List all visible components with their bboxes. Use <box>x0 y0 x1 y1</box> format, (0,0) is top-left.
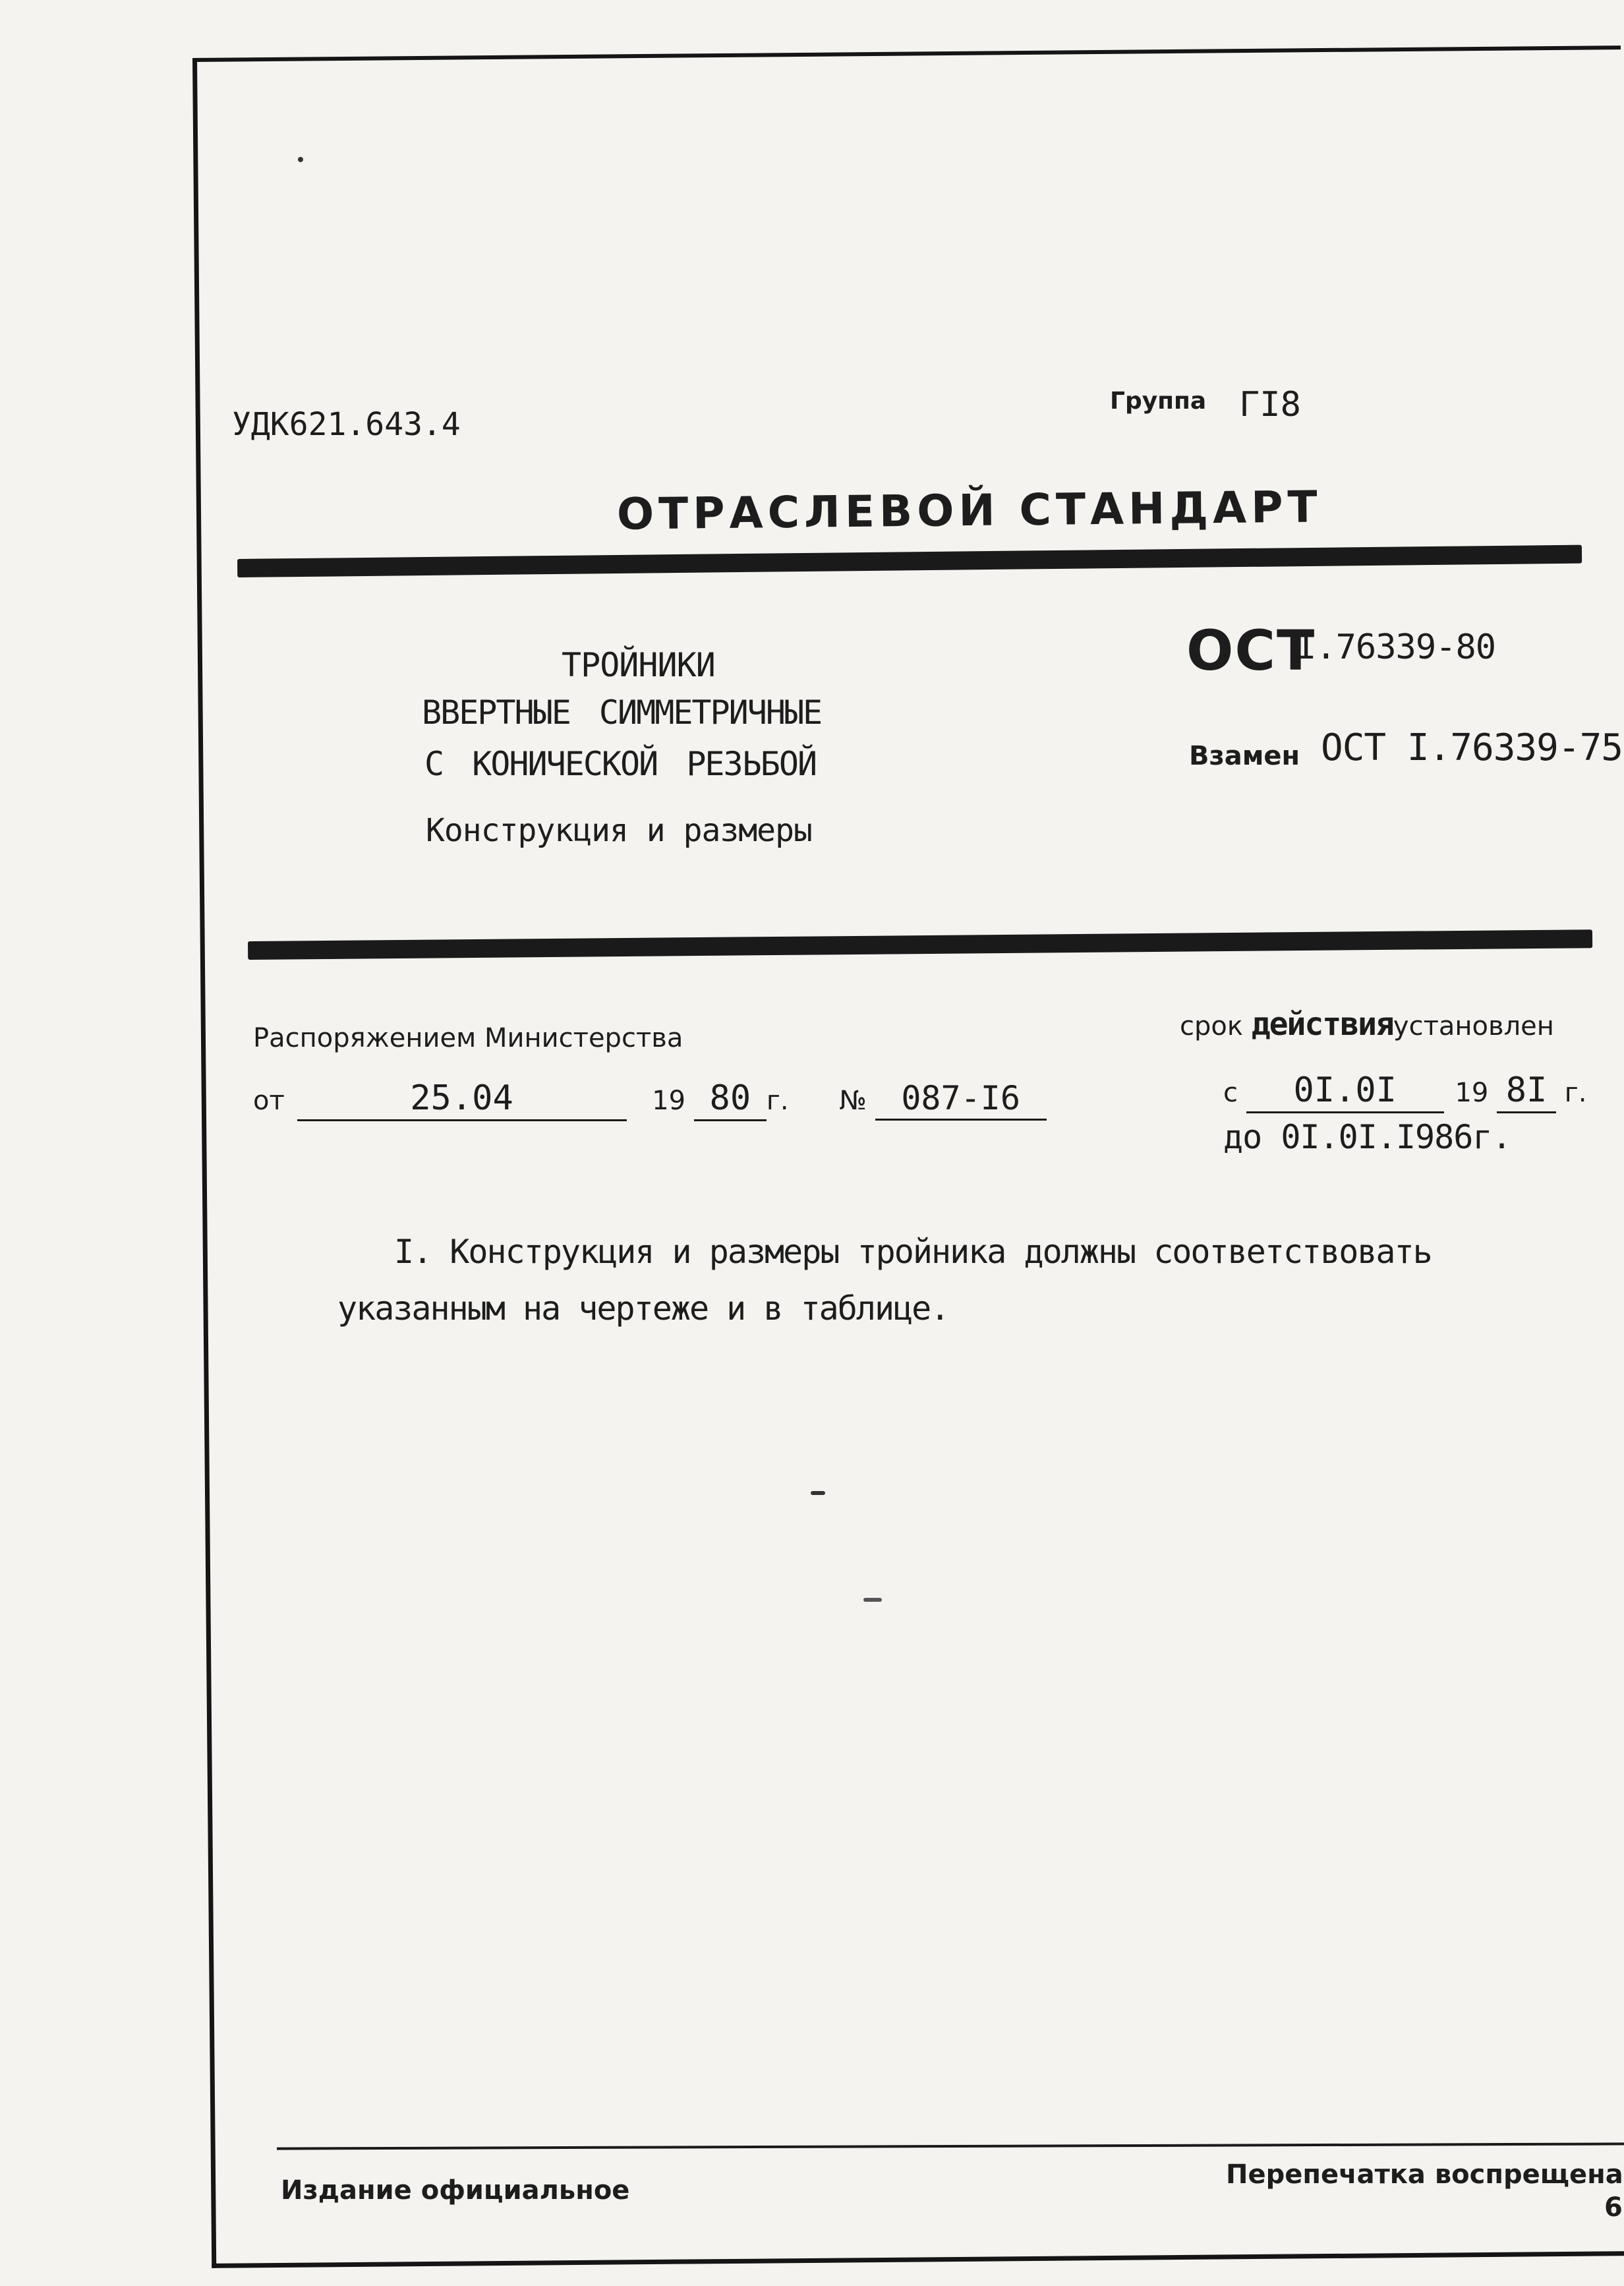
validity-from-label: с <box>1223 1078 1238 1108</box>
approval-line <box>253 1078 1047 1121</box>
group-value: ГI8 <box>1239 385 1301 425</box>
document-frame <box>192 45 1624 2268</box>
ost-label: ОСТ <box>1186 618 1316 683</box>
title-line-1: ТРОЙНИКИ <box>562 646 715 684</box>
validity-from-line <box>1223 1070 1587 1113</box>
number-label: № <box>839 1086 867 1116</box>
scan-speck <box>811 1491 825 1495</box>
body-paragraph-line-2: указанным на чертеже и в таблице. <box>337 1289 949 1328</box>
validity-label-suffix: установлен <box>1393 1011 1554 1041</box>
scan-speck <box>863 1598 882 1602</box>
group-label: Группа <box>1110 388 1207 415</box>
validity-to-label: до <box>1223 1118 1262 1156</box>
body-paragraph-line-1: I. Конструкция и размеры тройника должны соответствовать <box>394 1233 1432 1271</box>
validity-to-line <box>1223 1118 1511 1156</box>
edition-label: Издание официальное <box>281 2175 630 2206</box>
page-number: 6 <box>1604 2192 1623 2223</box>
title-line-3: С КОНИЧЕСКОЙ РЕЗЬБОЙ <box>424 745 817 783</box>
replaces-label: Взамен <box>1189 741 1300 771</box>
from-label: от <box>253 1086 285 1116</box>
order-number: 087-I6 <box>875 1082 1047 1121</box>
order-date: 25.04 <box>297 1081 627 1121</box>
validity-to-date: 0I.0I.I986г. <box>1281 1118 1511 1156</box>
udk-code: УДК621.643.4 <box>232 406 461 443</box>
replaces-value: ОСТ I.76339-75 <box>1321 726 1623 769</box>
validity-label <box>1180 1006 1554 1043</box>
validity-from-date: 0I.0I <box>1246 1073 1444 1113</box>
title-line-2: ВВЕРТНЫЕ СИММЕТРИЧНЫЕ <box>422 693 822 732</box>
order-label: Распоряжением Министерства <box>253 1023 683 1053</box>
scan-speck <box>298 157 303 162</box>
order-year-suffix: 80 <box>694 1081 767 1121</box>
reprint-notice: Перепечатка воспрещена <box>1226 2159 1623 2190</box>
validity-label-prefix: срок <box>1180 1011 1244 1041</box>
ost-number: I.76339-80 <box>1296 628 1496 667</box>
title-subtitle: Конструкция и размеры <box>426 812 812 849</box>
validity-year-unit: г. <box>1564 1078 1587 1108</box>
validity-year-prefix: 19 <box>1455 1078 1489 1108</box>
validity-year-suffix: 8I <box>1497 1073 1556 1113</box>
standard-type-heading: ОТРАСЛЕВОЙ СТАНДАРТ <box>616 481 1322 540</box>
validity-label-middle: действия <box>1251 1006 1393 1043</box>
order-year-unit: г. <box>766 1086 789 1116</box>
order-year-prefix: 19 <box>652 1086 686 1116</box>
